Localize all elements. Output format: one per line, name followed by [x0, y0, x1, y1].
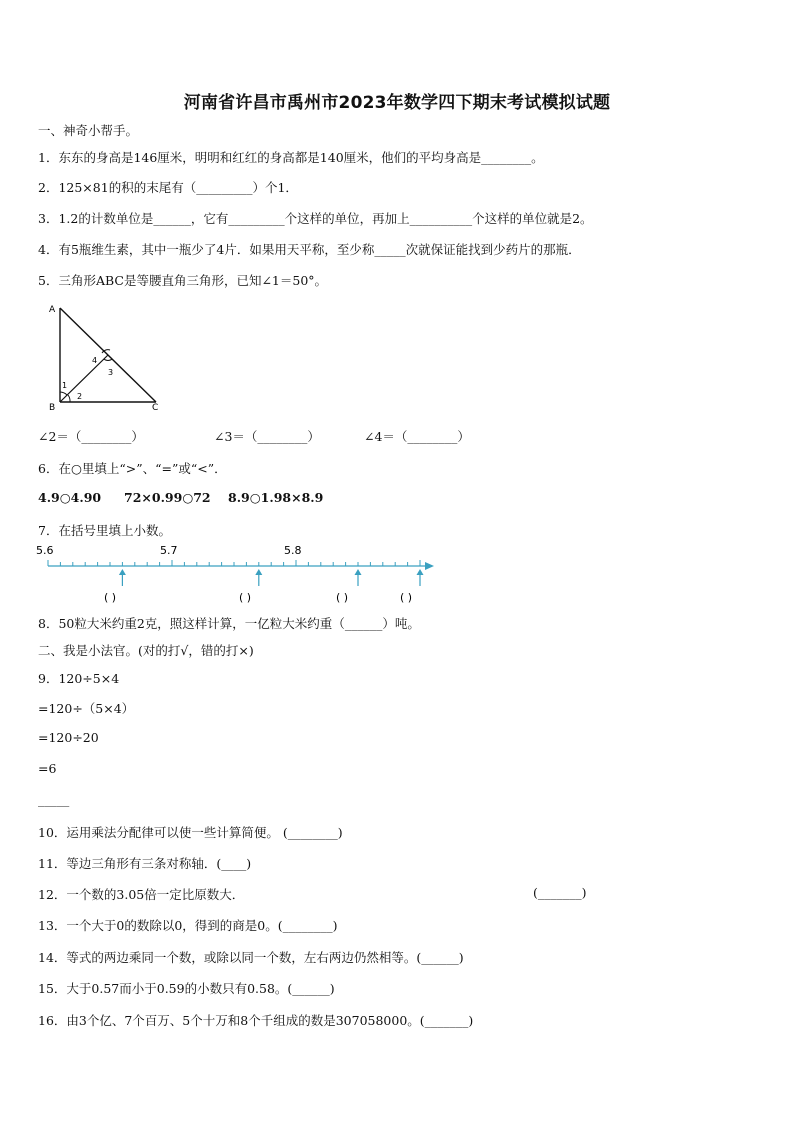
segment-bd — [60, 355, 108, 402]
section1-heading: 一、神奇小帮手。 — [38, 123, 139, 138]
tick-label-5-7: 5.7 — [160, 544, 178, 557]
number-line — [36, 540, 446, 608]
question-5: 5．三角形ABC是等腰直角三角形，已知∠1＝50°。 — [38, 273, 328, 288]
question-16: 16．由3个亿、7个百万、5个十万和8个千组成的数是307058000。(_______) — [38, 1013, 474, 1028]
question-14: 14．等式的两边乘同一个数，或除以同一个数，左右两边仍然相等。(______) — [38, 950, 464, 965]
tick-label-5-6: 5.6 — [36, 544, 54, 557]
tick-label-5-8: 5.8 — [284, 544, 302, 557]
question-1: 1．东东的身高是146厘米，明明和红红的身高都是140厘米，他们的平均身高是________。 — [38, 150, 544, 165]
blank-2: ( ) — [239, 591, 252, 604]
question-7: 7．在括号里填上小数。 — [38, 523, 171, 538]
question-3: 3．1.2的计数单位是______，它有_________个这样的单位，再加上__________个这样的单位就是2。 — [38, 211, 593, 226]
q9-step-2: =120÷20 — [38, 730, 99, 745]
angle-1-label: 1 — [62, 381, 68, 390]
question-4: 4．有5瓶维生素，其中一瓶少了4片．如果用天平称，至少称_____次就保证能找到少药片的那瓶． — [38, 242, 581, 257]
angle-1-arc — [60, 392, 67, 395]
angle-2-arc — [68, 395, 70, 402]
question-13: 13．一个大于0的数除以0，得到的商是0。(________) — [38, 918, 338, 933]
q12-answer-blank: (_______) — [533, 885, 587, 900]
angle-3-arc — [104, 359, 112, 361]
pointer-arrow-head — [119, 569, 126, 575]
angle-4-label: 4 — [92, 356, 98, 365]
page-title: 河南省许昌市禹州市2023年数学四下期末考试模拟试题 — [183, 93, 611, 113]
vertex-b-label: B — [49, 403, 56, 413]
question-2: 2．125×81的积的末尾有（_________）个1． — [38, 180, 298, 195]
angle-2-label: 2 — [77, 392, 83, 401]
question-8: 8．50粒大米约重2克，照这样计算，一亿粒大米约重（______）吨。 — [38, 616, 420, 631]
pointer-arrow-head — [355, 569, 362, 575]
q9-answer-blank: _____ — [38, 792, 70, 807]
question-10: 10．运用乘法分配律可以使一些计算简便。 (________) — [38, 825, 343, 840]
section2-heading: 二、我是小法官。(对的打√，错的打×) — [38, 643, 254, 658]
compare-item-3: 8.9○1.98×8.9 — [228, 490, 324, 505]
blank-4: ( ) — [400, 591, 413, 604]
question-15: 15．大于0.57而小于0.59的小数只有0.58。(______) — [38, 981, 335, 996]
blank-1: ( ) — [104, 591, 117, 604]
compare-item-1: 4.9○4.90 — [38, 490, 102, 505]
vertex-a-label: A — [49, 305, 56, 315]
pointer-arrow-head — [255, 569, 262, 575]
angle-4-blank: ∠4＝（________） — [364, 429, 470, 444]
question-12: 12．一个数的3.05倍一定比原数大． — [38, 887, 245, 902]
q9-step-1: =120÷（5×4） — [38, 701, 135, 716]
q9-step-3: =6 — [38, 761, 57, 776]
angle-2-blank: ∠2＝（________） — [38, 429, 144, 444]
question-6: 6．在○里填上“>”、“=”或“<”． — [38, 461, 227, 476]
vertex-c-label: C — [152, 403, 159, 413]
question-11: 11．等边三角形有三条对称轴．(____) — [38, 856, 252, 871]
angle-3-blank: ∠3＝（________） — [214, 429, 320, 444]
question-9: 9．120÷5×4 — [38, 671, 120, 686]
triangle-figure — [40, 300, 170, 415]
number-line-arrowhead — [425, 562, 434, 570]
compare-item-2: 72×0.99○72 — [124, 490, 211, 505]
pointer-arrow-head — [417, 569, 424, 575]
blank-3: ( ) — [336, 591, 349, 604]
angle-3-label: 3 — [108, 368, 114, 377]
